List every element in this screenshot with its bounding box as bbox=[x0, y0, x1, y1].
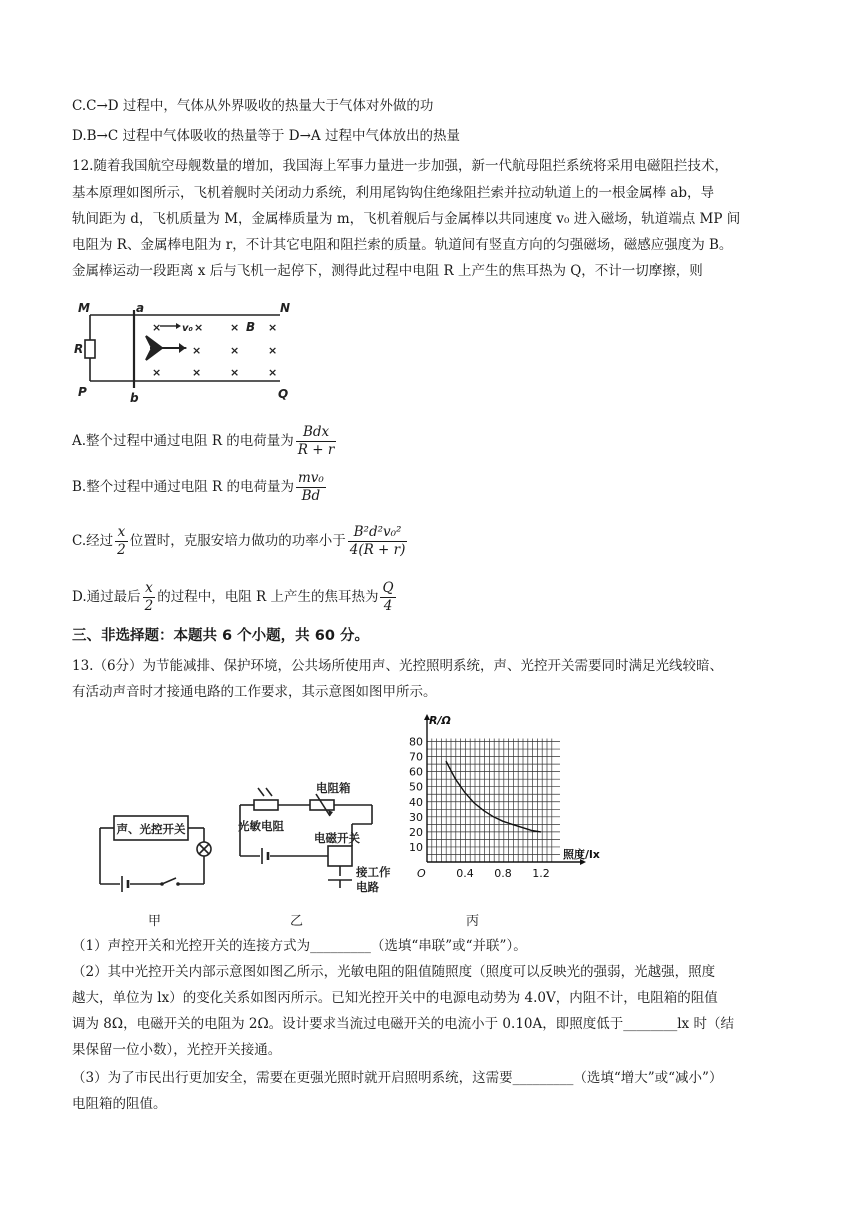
svg-text:×: × bbox=[192, 366, 202, 379]
label-q: Q bbox=[278, 387, 289, 401]
q13-part-2-line-3: 调为 8Ω，电磁开关的电阻为 2Ω。设计要求当流过电磁开关的电流小于 0.10A，即照度低于________lx 时（结 bbox=[72, 1016, 734, 1032]
q12-rail-diagram bbox=[72, 298, 302, 408]
y-tick-label: 40 bbox=[409, 795, 423, 809]
label-m: M bbox=[78, 301, 90, 315]
q13-part-3-line-1: （3）为了市民出行更加安全，需要在更强光照时就开启照明系统，这需要_________（选填“增大”或“减小”） bbox=[72, 1070, 723, 1086]
work-circuit-label-2: 电路 bbox=[356, 880, 379, 894]
q12-option-c: C.经过 $\frac{x}{2}$ 位置时，克服安培力做功的功率小于 $\frac{\text{B²d²v₀²}}{4(R + r)}$ bbox=[72, 524, 406, 558]
x-axis-label: 照度/lx bbox=[563, 848, 600, 861]
fig-jia-label: 甲 bbox=[148, 914, 162, 929]
airplane-icon bbox=[146, 336, 184, 360]
section-heading: 三、非选择题：本题共 6 个小题，共 60 分。 bbox=[72, 628, 369, 644]
q13-part-1: （1）声控开关和光控开关的连接方式为_________（选填“串联”或“并联”）。 bbox=[72, 938, 527, 954]
q11-option-d: D.B→C 过程中气体吸收的热量等于 D→A 过程中气体放出的热量 bbox=[72, 128, 460, 144]
svg-text:×: × bbox=[230, 321, 240, 334]
q12-stem-line-2: 基本原理如图所示，飞机着舰时关闭动力系统，利用尾钩钩住绝缘阻拦索并拉动轨道上的一根金属棒 ab，导 bbox=[72, 185, 714, 201]
sound-light-switch-label: 声、光控开关 bbox=[116, 822, 186, 836]
svg-text:×: × bbox=[268, 344, 278, 357]
photoresistor-label: 光敏电阻 bbox=[238, 819, 284, 833]
x-tick-label: 0.4 bbox=[456, 867, 474, 880]
q12-option-b: B.整个过程中通过电阻 R 的电荷量为 $\frac{\text{mv₀}}{Bd}$ bbox=[72, 470, 324, 504]
fig-yi-circuit bbox=[232, 780, 407, 895]
y-tick-label: 20 bbox=[409, 825, 423, 839]
fig-yi-label: 乙 bbox=[290, 914, 304, 929]
label-b: b bbox=[130, 391, 139, 405]
q12-stem-line-5: 金属棒运动一段距离 x 后与飞机一起停下，测得此过程中电阻 R 上产生的焦耳热为 Q，不计一切摩擦，则 bbox=[72, 263, 703, 279]
y-tick-label: 10 bbox=[409, 840, 423, 854]
q12-option-d: D.通过最后 $\frac{x}{2}$ 的过程中，电阻 R 上产生的焦耳热为 $\frac{Q}{4}$ bbox=[72, 580, 394, 614]
y-tick-label: 30 bbox=[409, 810, 423, 824]
label-v0: v₀ bbox=[182, 323, 193, 334]
y-tick-label: 50 bbox=[409, 780, 423, 794]
label-p: P bbox=[78, 385, 87, 399]
y-tick-label: 70 bbox=[409, 750, 423, 764]
svg-text:×: × bbox=[268, 366, 278, 379]
x-tick-label: 1.2 bbox=[532, 867, 550, 880]
svg-text:×: × bbox=[268, 321, 278, 334]
y-tick-label: 80 bbox=[409, 735, 423, 749]
q13-part-3-line-2: 电阻箱的阻值。 bbox=[72, 1096, 167, 1112]
y-axis-label: R/Ω bbox=[429, 714, 451, 727]
q13-part-2-line-1: （2）其中光控开关内部示意图如图乙所示，光敏电阻的阻值随照度（照度可以反映光的强弱，光越强，照度 bbox=[72, 964, 716, 980]
q12-stem-line-4: 电阻为 R、金属棒电阻为 r，不计其它电阻和阻拦索的质量。轨道间有竖直方向的匀强磁场，磁感应强度为 B。 bbox=[72, 237, 733, 253]
resistance-box-label: 电阻箱 bbox=[316, 781, 351, 795]
q12-option-a: A.整个过程中通过电阻 R 的电荷量为 $\frac{\text{Bdx}}{R + r}$ bbox=[72, 424, 335, 458]
y-tick-label: 60 bbox=[409, 765, 423, 779]
label-r: R bbox=[74, 342, 84, 356]
q12-stem-line-3: 轨间距为 d，飞机质量为 M，金属棒质量为 m，飞机着舰后与金属棒以共同速度 v₀ 进入磁场，轨道端点 MP 间 bbox=[72, 211, 741, 227]
origin-label: O bbox=[417, 867, 426, 880]
q13-stem-line-2: 有活动声音时才接通电路的工作要求，其示意图如图甲所示。 bbox=[72, 684, 437, 700]
svg-text:×: × bbox=[192, 344, 202, 357]
label-b-field: B bbox=[246, 320, 256, 334]
svg-text:×: × bbox=[152, 366, 162, 379]
q11-option-c: C.C→D 过程中，气体从外界吸收的热量大于气体对外做的功 bbox=[72, 98, 434, 114]
work-circuit-label-1: 接工作 bbox=[356, 865, 391, 879]
q13-stem-line-1: 13.（6分）为节能减排、保护环境，公共场所使用声、光控照明系统，声、光控开关需要同时满足光线较暗、 bbox=[72, 658, 724, 674]
fig-bing-chart bbox=[405, 712, 600, 892]
b-field-mark: × bbox=[152, 321, 162, 334]
label-n: N bbox=[280, 301, 291, 315]
q13-part-2-line-2: 越大，单位为 lx）的变化关系如图丙所示。已知光控开关中的电源电动势为 4.0V，内阻不计，电阻箱的阻值 bbox=[72, 990, 718, 1006]
fig-bing-label: 丙 bbox=[466, 914, 480, 929]
x-tick-label: 0.8 bbox=[494, 867, 512, 880]
svg-text:×: × bbox=[230, 366, 240, 379]
svg-text:×: × bbox=[230, 344, 240, 357]
q12-stem-line-1: 12.随着我国航空母舰数量的增加，我国海上军事力量进一步加强，新一代航母阻拦系统将采用电磁阻拦技术， bbox=[72, 158, 728, 174]
svg-text:×: × bbox=[194, 321, 204, 334]
q13-part-2-line-4: 果保留一位小数），光控开关接通。 bbox=[72, 1042, 282, 1058]
fig-jia-circuit bbox=[92, 800, 222, 895]
electromagnetic-switch-label: 电磁开关 bbox=[314, 831, 360, 845]
label-a: a bbox=[136, 301, 145, 315]
